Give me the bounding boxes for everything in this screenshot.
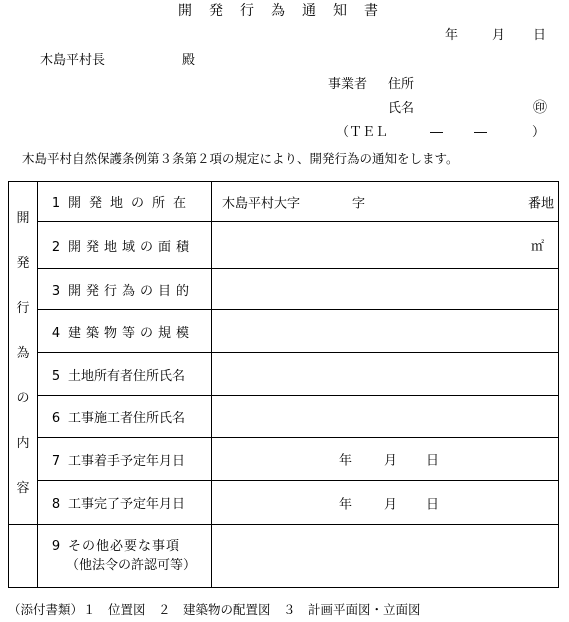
row-number: 7 bbox=[51, 453, 61, 469]
side-char: 為 bbox=[16, 345, 30, 361]
applicant-label: 事業者 bbox=[328, 77, 368, 92]
row-label: 工事施工者住所氏名 bbox=[68, 411, 186, 426]
date-year-label: 年 bbox=[445, 28, 459, 43]
date-day-label: 日 bbox=[533, 28, 547, 43]
landowner-value-cell[interactable] bbox=[212, 353, 559, 396]
row-number: 6 bbox=[51, 411, 61, 426]
table-row bbox=[9, 438, 559, 481]
row-label: 開発地域の面積 bbox=[68, 239, 195, 255]
table-row bbox=[9, 525, 559, 588]
row-number: 2 bbox=[51, 239, 61, 255]
document-title: 開発行為通知書 bbox=[178, 3, 395, 19]
row-label: 開発地の所在 bbox=[68, 196, 195, 211]
side-char: 行 bbox=[16, 300, 30, 316]
row-label-cell bbox=[38, 438, 212, 481]
table-row bbox=[9, 269, 559, 310]
table-row bbox=[9, 481, 559, 525]
start-date-value-cell[interactable] bbox=[212, 438, 559, 481]
side-char: の bbox=[16, 390, 30, 406]
table-row bbox=[9, 353, 559, 396]
table-row bbox=[9, 396, 559, 438]
row-label: 工事完了予定年月日 bbox=[68, 497, 186, 512]
location-oaza-label: 木島平村大字 bbox=[222, 196, 301, 211]
blank-side-cell bbox=[9, 525, 38, 588]
development-form-table bbox=[8, 181, 559, 588]
end-month-label: 月 bbox=[384, 497, 398, 512]
row-label-cell bbox=[38, 481, 212, 525]
table-row bbox=[9, 182, 559, 222]
addressee-honorific: 殿 bbox=[182, 53, 196, 68]
row-label-cell bbox=[38, 525, 212, 588]
row-number: 4 bbox=[51, 325, 61, 341]
table-row bbox=[9, 222, 559, 269]
side-char: 発 bbox=[16, 255, 30, 271]
statement-text: 木島平村自然保護条例第３条第２項の規定により、開発行為の通知をします。 bbox=[22, 151, 459, 166]
side-char: 容 bbox=[16, 480, 30, 496]
end-date-value-cell[interactable] bbox=[212, 481, 559, 525]
row-number: 9 bbox=[51, 539, 61, 554]
side-char: 開 bbox=[16, 210, 30, 226]
location-aza-label: 字 bbox=[352, 196, 366, 211]
row-number: 8 bbox=[51, 497, 61, 512]
area-unit-label: ㎡ bbox=[530, 239, 544, 255]
row-label-cell bbox=[38, 182, 212, 222]
location-banchi-label: 番地 bbox=[527, 196, 554, 211]
attachments-text: （添付書類）１ 位置図 ２ 建築物の配置図 ３ 計画平面図・立面図 bbox=[8, 602, 421, 617]
scale-value-cell[interactable] bbox=[212, 310, 559, 353]
other-value-cell[interactable] bbox=[212, 525, 559, 588]
row-sublabel: （他法令の許認可等） bbox=[66, 558, 197, 573]
row-number: 1 bbox=[51, 196, 61, 211]
side-char: 内 bbox=[16, 435, 30, 451]
tel-separator-2: ― bbox=[474, 125, 487, 140]
start-month-label: 月 bbox=[384, 453, 398, 469]
tel-separator-1: ― bbox=[430, 125, 443, 140]
start-year-label: 年 bbox=[339, 453, 353, 469]
seal-mark: ㊞ bbox=[533, 100, 547, 116]
row-label: その他必要な事項 bbox=[68, 539, 181, 554]
area-value-cell[interactable] bbox=[212, 222, 559, 269]
purpose-value-cell[interactable] bbox=[212, 269, 559, 310]
side-label-cell bbox=[9, 182, 38, 525]
row-label-cell bbox=[38, 353, 212, 396]
tel-label: （ＴＥＬ bbox=[336, 125, 389, 140]
addressee-name: 木島平村長 bbox=[40, 53, 106, 68]
row-label: 開発行為の目的 bbox=[68, 283, 195, 299]
start-day-label: 日 bbox=[426, 453, 440, 469]
applicant-address-label: 住所 bbox=[388, 77, 415, 92]
table-row bbox=[9, 310, 559, 353]
row-label: 工事着手予定年月日 bbox=[68, 453, 186, 469]
row-label: 建築物等の規模 bbox=[68, 325, 195, 341]
row-label-cell bbox=[38, 310, 212, 353]
location-value-cell[interactable] bbox=[212, 182, 559, 222]
row-label: 土地所有者住所氏名 bbox=[68, 368, 186, 384]
tel-close: ） bbox=[532, 125, 546, 140]
date-month-label: 月 bbox=[492, 28, 506, 43]
row-label-cell bbox=[38, 396, 212, 438]
end-year-label: 年 bbox=[339, 497, 353, 512]
row-number: 5 bbox=[51, 368, 61, 384]
end-day-label: 日 bbox=[426, 497, 440, 512]
row-label-cell bbox=[38, 222, 212, 269]
row-number: 3 bbox=[51, 283, 61, 299]
applicant-name-label: 氏名 bbox=[388, 101, 415, 116]
row-label-cell bbox=[38, 269, 212, 310]
contractor-value-cell[interactable] bbox=[212, 396, 559, 438]
